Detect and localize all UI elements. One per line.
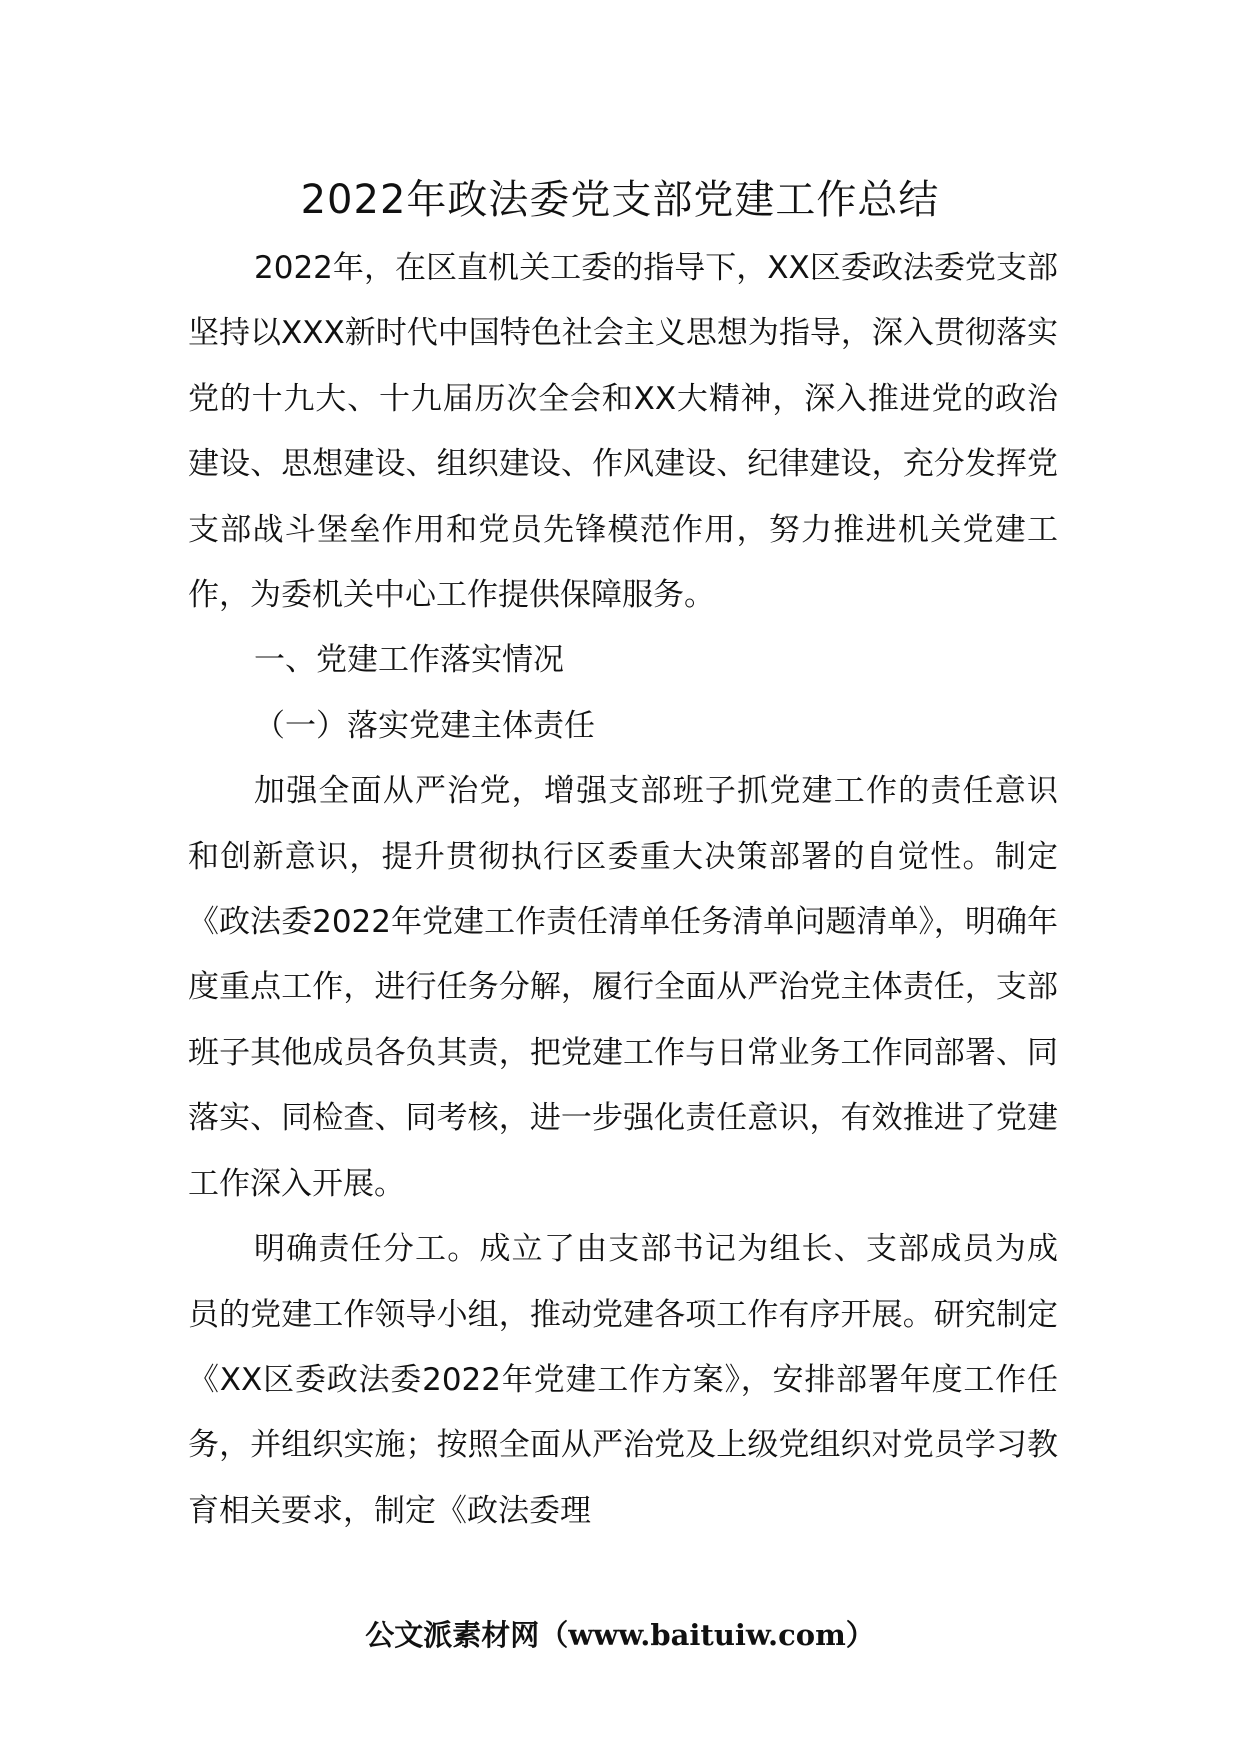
footer-site-url: （www.baituiw.com） bbox=[539, 1618, 875, 1652]
document-title: 2022年政法委党支部党建工作总结 bbox=[300, 177, 940, 223]
subsection-heading-1: （一）落实党建主体责任 bbox=[254, 707, 595, 744]
paragraph-strengthen-party: 加强全面从严治党，增强支部班子抓党建工作的责任意识和创新意识，提升贯彻执行区委重大决策部署的自觉性。制定《政法委2022年党建工作责任清单任务清单问题清单》，明确年度重点工作，进行任务分解，履行全面从严治党主体责任，支部班子其他成员各负其责，把党建工作与日常业务工作同部署、同落实、同检查、同考核，进一步强化责任意识，有效推进了党建工作深入开展。 bbox=[188, 773, 1058, 1202]
intro-paragraph: 2022年，在区直机关工委的指导下，XX区委政法委党支部坚持以XXX新时代中国特色社会主义思想为指导，深入贯彻落实党的十九大、十九届历次全会和XX大精神，深入推进党的政治建设、思想建设、组织建设、作风建设、纪律建设，充分发挥党支部战斗堡垒作用和党员先锋模范作用，努力推进机关党建工作，为委机关中心工作提供保障服务。 bbox=[188, 250, 1058, 614]
paragraph-clarify-responsibility: 明确责任分工。成立了由支部书记为组长、支部成员为成员的党建工作领导小组，推动党建各项工作有序开展。研究制定《XX区委政法委2022年党建工作方案》，安排部署年度工作任务，并组织实施；按照全面从严治党及上级党组织对党员学习教育相关要求，制定《政法委理 bbox=[188, 1231, 1058, 1529]
footer-watermark bbox=[0, 1615, 1240, 1655]
document-body bbox=[188, 236, 1058, 1544]
footer-site-name: 公文派素材网 bbox=[365, 1618, 540, 1652]
section-heading-1: 一、党建工作落实情况 bbox=[254, 642, 564, 679]
